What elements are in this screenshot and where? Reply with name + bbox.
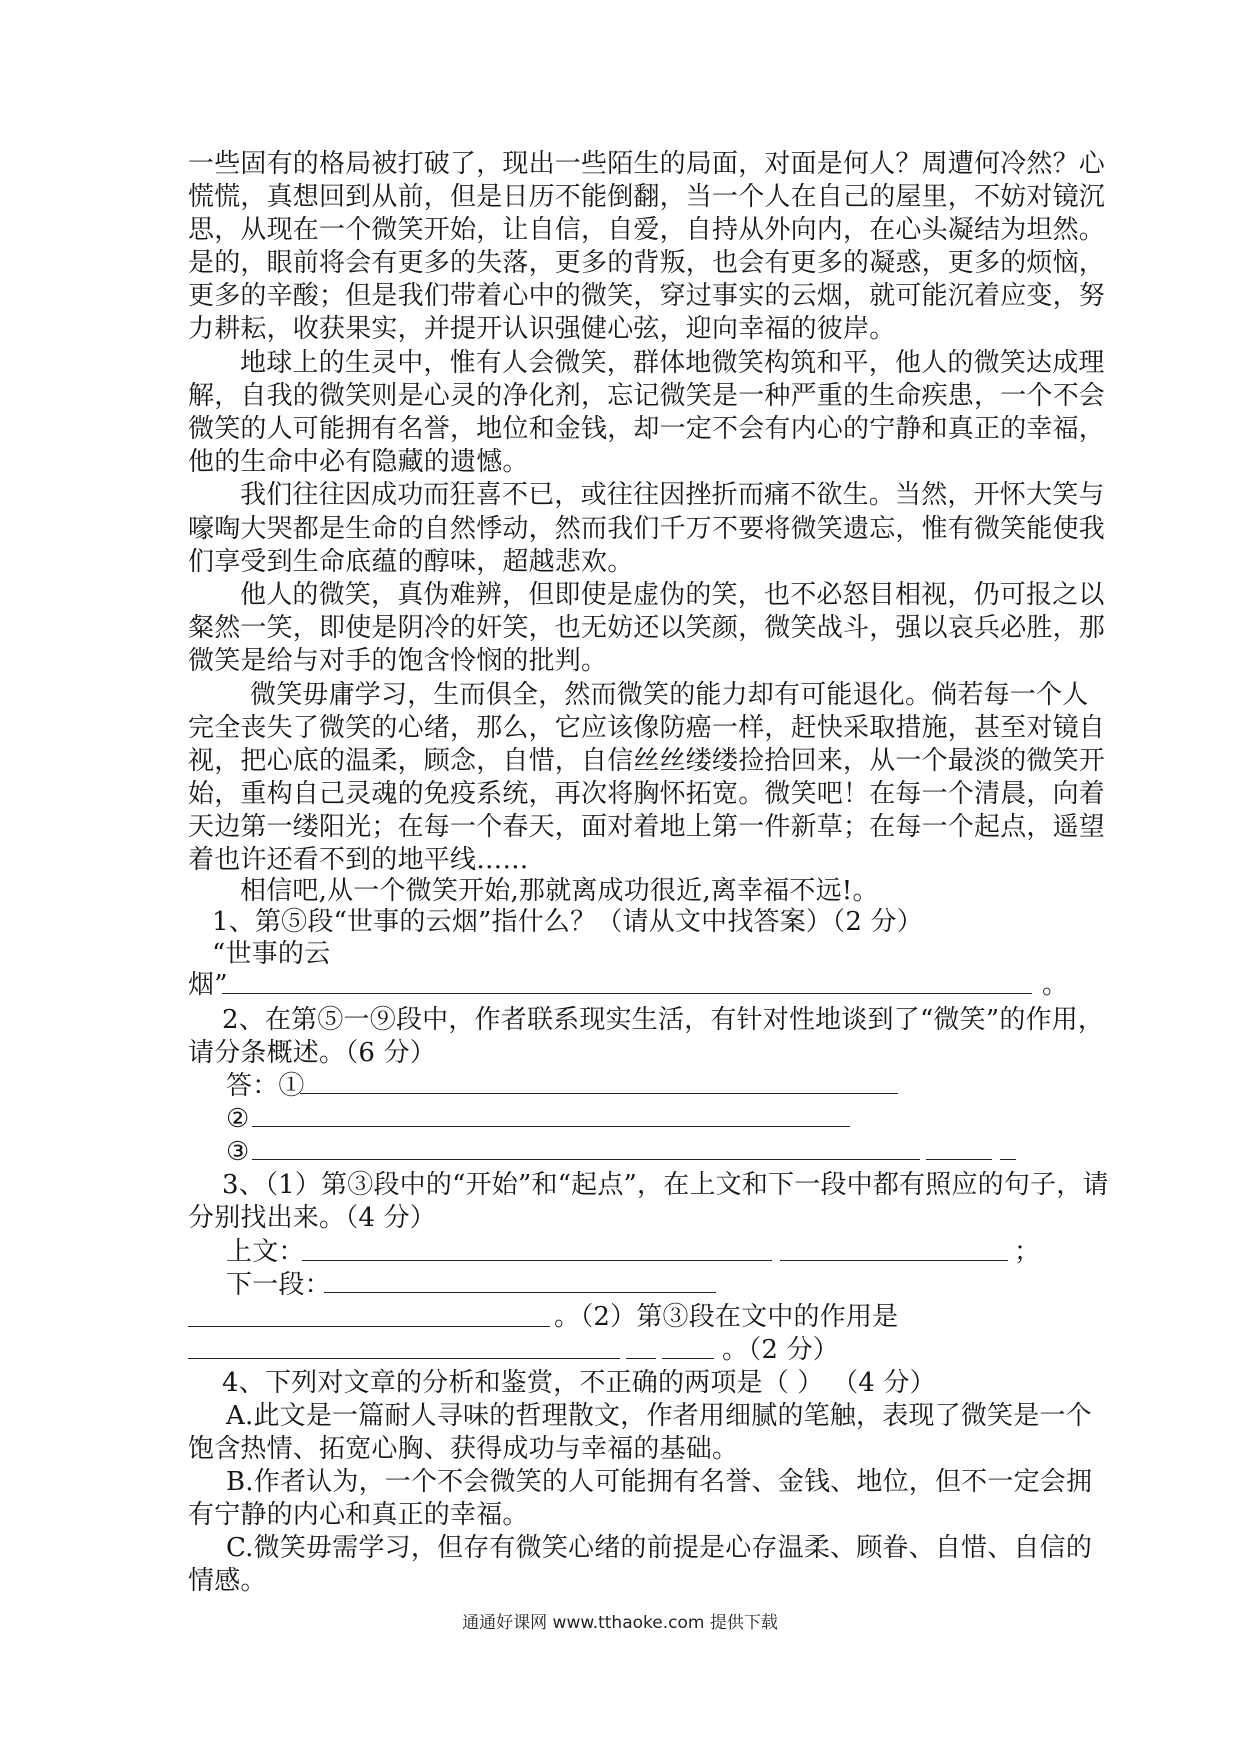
- passage-line: 始，重构自己灵魂的免疫系统，再次将胸怀拓宽。微笑吧！在每一个清晨，向着: [188, 779, 1106, 809]
- passage-line: 是的，眼前将会有更多的失落，更多的背叛，也会有更多的凝惑，更多的烦恼，: [188, 248, 1106, 278]
- answer-blank[interactable]: [252, 1126, 850, 1127]
- passage-line: 他的生命中必有隐藏的遗憾。: [188, 447, 529, 477]
- passage-line: 天边第一缕阳光；在每一个春天，面对着地上第一件新草；在每一个起点，遥望: [188, 812, 1106, 842]
- answer-blank[interactable]: [188, 1326, 550, 1327]
- question-3: 3、（1）第③段中的“开始”和“起点”，在上文和下一段中都有照应的句子，请: [222, 1170, 1109, 1200]
- answer-blank[interactable]: [926, 1159, 992, 1160]
- option-a-cont: 饱含热情、拓宽心胸、获得成功与幸福的基础。: [188, 1434, 739, 1464]
- question-2-cont: 请分条概述。（6 分）: [188, 1038, 437, 1068]
- answer-label-2: ②: [226, 1104, 250, 1134]
- passage-line: 嚎啕大哭都是生命的自然悸动，然而我们千万不要将微笑遗忘，惟有微笑能使我: [188, 514, 1106, 544]
- passage-line: 粲然一笑，即使是阴冷的奸笑，也无妨还以笑颜，微笑战斗，强以哀兵必胜，那: [188, 613, 1106, 643]
- answer-label-lower: 下一段：: [226, 1270, 331, 1300]
- question-1-prefix: “世事的云: [212, 939, 331, 969]
- page-footer: 通通好课网 www.tthaoke.com 提供下载: [462, 1613, 778, 1633]
- passage-line: 着也许还看不到的地平线……: [188, 845, 529, 875]
- option-c-cont: 情感。: [188, 1566, 267, 1596]
- answer-blank[interactable]: [252, 1159, 920, 1160]
- option-b: B.作者认为，一个不会微笑的人可能拥有名誉、金钱、地位，但不一定会拥: [226, 1467, 1093, 1497]
- passage-line: 微笑的人可能拥有名誉，地位和金钱，却一定不会有内心的宁静和真正的幸福，: [188, 414, 1106, 444]
- answer-blank[interactable]: [324, 1292, 716, 1293]
- passage-line: 更多的辛酸；但是我们带着心中的微笑，穿过事实的云烟，就可能沉着应变，努: [188, 281, 1106, 311]
- option-a: A.此文是一篇耐人寻味的哲理散文，作者用细腻的笔触，表现了微笑是一个: [226, 1401, 1092, 1431]
- answer-label-upper: 上文：: [226, 1237, 305, 1267]
- passage-line: 地球上的生灵中，惟有人会微笑，群体地微笑构筑和平，他人的微笑达成理: [240, 348, 1105, 378]
- passage-line: 微笑毋庸学习，生而俱全，然而微笑的能力却有可能退化。倘若每一个人: [250, 680, 1089, 710]
- question-1: 1、第⑤段“世事的云烟”指什么？（请从文中找答案）（2 分）: [212, 907, 923, 937]
- passage-line: 慌慌，真想回到从前，但是日历不能倒翻，当一个人在自己的屋里，不妨对镜沉: [188, 182, 1106, 212]
- passage-line: 们享受到生命底蕴的醇味，超越悲欢。: [188, 547, 634, 577]
- answer-blank[interactable]: [1000, 1159, 1016, 1160]
- passage-line: 力耕耘，收获果实，并提开认识强健心弦，迎向幸福的彼岸。: [188, 314, 896, 344]
- question-4: 4、下列对文章的分析和鉴赏，不正确的两项是（ ） （4 分）: [222, 1368, 936, 1398]
- answer-blank[interactable]: [626, 1358, 656, 1359]
- option-c: C.微笑毋需学习，但存有微笑心绪的前提是心存温柔、顾眷、自惜、自信的: [226, 1533, 1093, 1563]
- passage-line: 他人的微笑，真伪难辨，但即使是虚伪的笑，也不必怒目相视，仍可报之以: [240, 580, 1105, 610]
- passage-line: 视，把心底的温柔，顾念，自惜，自信丝丝缕缕捡拾回来，从一个最淡的微笑开: [188, 746, 1106, 776]
- answer-label-1: 答：①: [226, 1071, 305, 1101]
- answer-blank[interactable]: [302, 1260, 772, 1261]
- question-3-part-2-end: 。（2 分）: [722, 1335, 840, 1365]
- passage-line: 我们往往因成功而狂喜不已，或往往因挫折而痛不欲生。当然，开怀大笑与: [240, 480, 1105, 510]
- answer-label-3: ③: [226, 1137, 250, 1167]
- passage-line: 思，从现在一个微笑开始，让自信，自爱，自持从外向内，在心头凝结为坦然。: [188, 215, 1106, 245]
- answer-blank[interactable]: [188, 1358, 620, 1359]
- answer-blank[interactable]: [780, 1260, 1008, 1261]
- answer-upper-end: ；: [1014, 1237, 1041, 1267]
- answer-blank[interactable]: [222, 993, 1032, 994]
- passage-line: 解，自我的微笑则是心灵的净化剂，忘记微笑是一种严重的生命疾患，一个不会: [188, 381, 1106, 411]
- question-3-part-2: 。（2）第③段在文中的作用是: [554, 1302, 899, 1332]
- passage-line: 微笑是给与对手的饱含怜悯的批判。: [188, 646, 608, 676]
- question-1-prefix-cont: 烟”: [188, 970, 228, 1000]
- answer-blank[interactable]: [662, 1358, 714, 1359]
- passage-line: 完全丧失了微笑的心绪，那么，它应该像防癌一样，赶快采取措施，甚至对镜自: [188, 713, 1106, 743]
- question-1-end: 。: [1042, 970, 1069, 1000]
- question-3-cont: 分别找出来。（4 分）: [188, 1203, 437, 1233]
- passage-line: 一些固有的格局被打破了，现出一些陌生的局面，对面是何人？周遭何冷然？心: [188, 149, 1106, 179]
- question-2: 2、在第⑤一⑨段中，作者联系现实生活，有针对性地谈到了“微笑”的作用，: [222, 1005, 1105, 1035]
- passage-line: 相信吧,从一个微笑开始,那就离成功很近,离幸福不远!。: [240, 876, 879, 906]
- option-b-cont: 有宁静的内心和真正的幸福。: [188, 1500, 529, 1530]
- answer-blank[interactable]: [300, 1093, 898, 1094]
